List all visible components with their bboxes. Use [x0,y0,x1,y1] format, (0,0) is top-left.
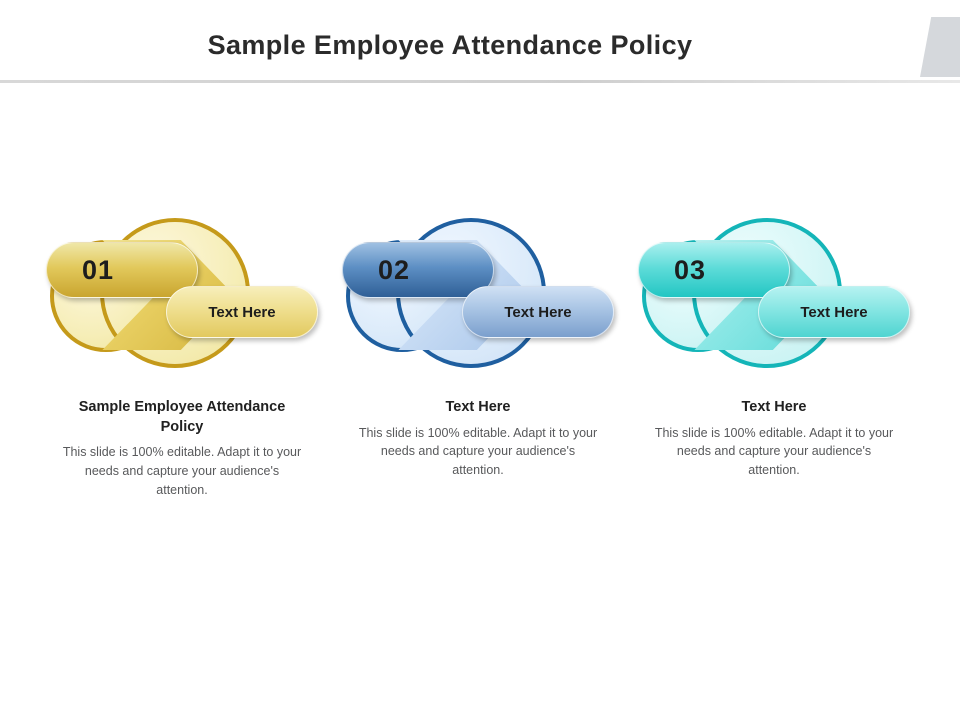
caption-block-01 [38,398,326,499]
corner-banner-icon [920,17,960,77]
text-here-label-02: Text Here [504,303,572,321]
header-divider [0,80,960,83]
text-here-pill-01[interactable] [166,286,318,338]
three-step-diagram [0,200,960,540]
caption-body-01: This slide is 100% editable. Adapt it to your needs and capture your audience's attention. [62,445,302,497]
slide-header [0,0,960,84]
diagram-item-01[interactable] [38,200,326,540]
number-label-02: 02 [377,254,411,285]
caption-body-02: This slide is 100% editable. Adapt it to your needs and capture your audience's attention. [358,425,598,478]
page-title: Sample Employee Attendance Policy [207,30,693,60]
caption-block-03 [630,398,918,480]
caption-block-02 [334,398,622,480]
caption-heading-02: Text Here [445,399,511,415]
diagram-item-02[interactable] [334,200,622,540]
text-here-label-03: Text Here [800,303,868,321]
number-pill-03[interactable] [638,242,790,298]
number-pill-02[interactable] [342,242,494,298]
caption-body-03: This slide is 100% editable. Adapt it to your needs and capture your audience's attention. [654,425,894,478]
text-here-pill-03[interactable] [758,286,910,338]
caption-heading-01: Sample Employee Attendance Policy [78,399,286,435]
diagram-item-03[interactable] [630,200,918,540]
cloud-arrow-graphic-02 [334,200,622,385]
caption-heading-03: Text Here [741,399,807,415]
text-here-pill-02[interactable] [462,286,614,338]
number-label-01: 01 [81,254,115,285]
text-here-label-01: Text Here [208,303,276,321]
cloud-arrow-graphic-03 [630,200,918,385]
number-label-03: 03 [673,254,707,285]
number-pill-01[interactable] [46,242,198,298]
cloud-arrow-graphic-01 [38,200,326,385]
